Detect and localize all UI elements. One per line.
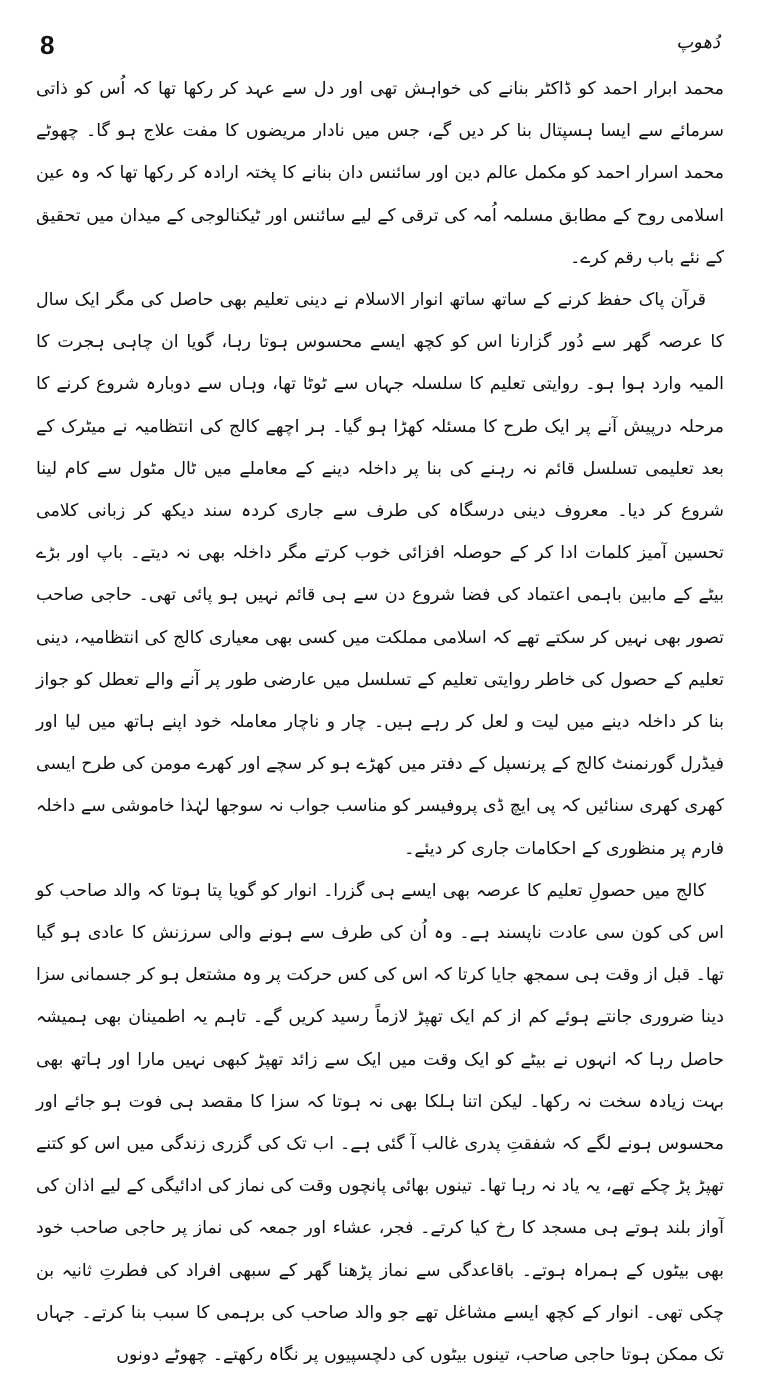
page-number: 8 [40, 30, 55, 60]
paragraph: کالج میں حصولِ تعلیم کا عرصہ بھی ایسے ہی گزرا۔ انوار کو گویا پتا ہوتا کہ والد صاحب کو اس کی کون سی عادت ناپسند ہے۔ وہ اُن کی طرف سے ہونے والی سرزنش کا عادی ہو گیا تھا۔ قبل از وقت ہی سمجھ جایا کرتا کہ اس کی کس حرکت پر وہ مشتعل ہو کر جسمانی سزا دینا ضروری جانتے ہوئے کم از کم ایک تھپڑ لازماً رسید کریں گے۔ تاہم یہ اطمینان بھی ہمیشہ حاصل رہا کہ انہوں نے بیٹے کو ایک وقت میں ایک سے زائد تھپڑ کبھی نہیں مارا اور ہاتھ بھی بہت زیادہ سخت نہ رکھا۔ لیکن اتنا ہلکا بھی نہ ہوتا کہ سزا کا مقصد ہی فوت ہو جائے اور محسوس ہونے لگے کہ شفقتِ پدری غالب آ گئی ہے۔ اب تک کی گزری زندگی میں اس کو کتنے تھپڑ پڑ چکے تھے، یہ یاد نہ رہا تھا۔ تینوں بھائی پانچوں وقت کی نماز کی ادائیگی کے لیے اذان کی آواز بلند ہوتے ہی مسجد کا رخ کیا کرتے۔ فجر، عشاء اور جمعہ کی نماز پر حاجی صاحب خود بھی بیٹوں کے ہمراہ ہوتے۔ باقاعدگی سے نماز پڑھنا گھر کے سبھی افراد کی فطرتِ ثانیہ بن چکی تھی۔ انوار کے کچھ ایسے مشاغل تھے جو والد صاحب کی برہمی کا سبب بنا کرتے۔ جہاں تک ممکن ہوتا حاجی صاحب، تینوں بیٹوں کی دلچسپیوں پر نگاہ رکھتے۔ چھوٹے دونوں [36, 880, 724, 1366]
running-title: دُھوپ [676, 32, 720, 53]
page-header [40, 30, 720, 70]
paragraph: قرآن پاک حفظ کرنے کے ساتھ ساتھ انوار الاسلام نے دینی تعلیم بھی حاصل کی مگر ایک سال کا عرصہ گھر سے دُور گزارنا اس کو کچھ ایسے محسوس ہوتا رہا، گویا ان چاہی ہجرت کا المیہ وارد ہوا ہو۔ روایتی تعلیم کا سلسلہ جہاں سے ٹوٹا تھا، وہاں سے دوبارہ شروع کرنے کا مرحلہ درپیش آنے پر ایک طرح کا مسئلہ کھڑا ہو گیا۔ ہر اچھے کالج کی انتظامیہ نے میٹرک کے بعد تعلیمی تسلسل قائم نہ رہنے کی بنا پر داخلہ دینے کے معاملے میں ٹال مٹول سے کام لینا شروع کر دیا۔ معروف دینی درسگاہ کی طرف سے جاری کردہ سند دیکھ کر زبانی کلامی تحسین آمیز کلمات ادا کر کے حوصلہ افزائی خوب کرتے مگر داخلہ بھی نہ دیتے۔ باپ اور بڑے بیٹے کے مابین باہمی اعتماد کی فضا شروع دن سے ہی قائم نہیں ہو پائی تھی۔ حاجی صاحب تصور بھی نہیں کر سکتے تھے کہ اسلامی مملکت میں کسی بھی معیاری کالج کی انتظامیہ، دینی تعلیم کے حصول کی خاطر روایتی تعلیم کے تسلسل میں عارضی طور پر آنے والے تعطل کو جواز بنا کر داخلہ دینے میں لیت و لعل کر رہے ہیں۔ چار و ناچار معاملہ خود اپنے ہاتھ میں لیا اور فیڈرل گورنمنٹ کالج کے پرنسپل کے دفتر میں کھڑے ہو کر سچے اور کھرے مومن کی طرح ایسی کھری کھری سنائیں کہ پی ایچ ڈی پروفیسر کو مناسب جواب نہ سوجھا لہٰذا خاموشی سے داخلہ فارم پر منظوری کے احکامات جاری کر دیئے۔ [36, 290, 724, 859]
page-body [36, 68, 724, 1376]
paragraph: محمد ابرار احمد کو ڈاکٹر بنانے کی خواہش تھی اور دل سے عہد کر رکھا تھا کہ اُس کو ذاتی سرمائے سے ایسا ہسپتال بنا کر دیں گے، جس میں نادار مریضوں کا مفت علاج ہو گا۔ چھوٹے محمد اسرار احمد کو مکمل عالم دین اور سائنس دان بنانے کا پختہ ارادہ کر رکھا تھا کہ وہ عین اسلامی روح کے مطابق مسلمہ اُمہ کی ترقی کے لیے سائنس اور ٹیکنالوجی کے میدان میں تحقیق کے نئے باب رقم کرے۔ [36, 79, 724, 268]
